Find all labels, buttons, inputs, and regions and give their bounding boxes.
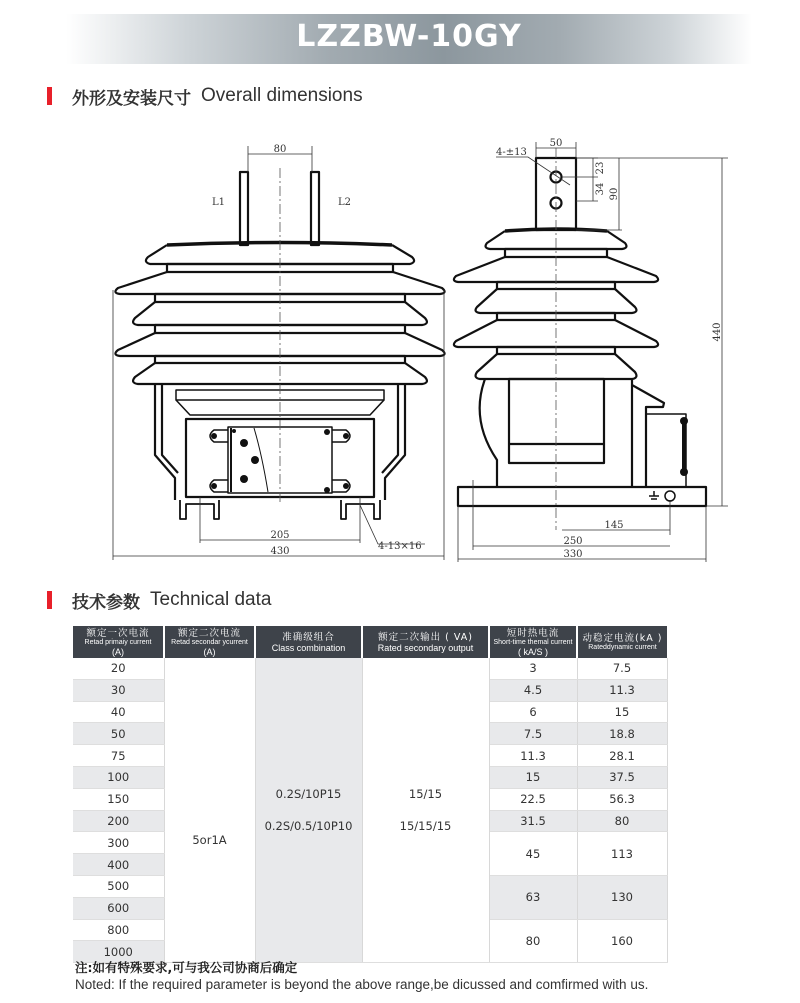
label-l1: L1: [212, 197, 226, 208]
cell-dynamic: 80: [577, 810, 667, 832]
cell-primary: 75: [73, 745, 164, 767]
cell-dynamic: 7.5: [577, 658, 667, 679]
technical-data-table: [73, 626, 668, 963]
header-class-combination: 准确级组合 Class combination: [255, 626, 362, 658]
dim-250: 250: [563, 536, 583, 547]
cell-thermal: 3: [489, 658, 577, 679]
cell-dynamic: 15: [577, 701, 667, 723]
cell-thermal: 63: [489, 875, 577, 919]
cell-dynamic: 28.1: [577, 745, 667, 767]
cell-dynamic: 130: [577, 875, 667, 919]
cell-primary: 200: [73, 810, 164, 832]
cell-dynamic: 11.3: [577, 679, 667, 701]
title-banner: [66, 14, 752, 64]
dim-205: 205: [270, 530, 290, 541]
cell-primary: 50: [73, 723, 164, 745]
cell-primary: 1000: [73, 941, 164, 963]
cell-thermal: 6: [489, 701, 577, 723]
label-l2: L2: [338, 197, 352, 208]
dim-80: 80: [273, 144, 287, 155]
section-heading-technical: [47, 588, 271, 612]
accent-bar: [47, 591, 52, 609]
cell-dynamic: 18.8: [577, 723, 667, 745]
header-dynamic-current: 动稳定电流(kA ) Rateddynamic current: [577, 626, 667, 658]
base-plate: [458, 487, 706, 506]
cell-thermal: 22.5: [489, 788, 577, 810]
dim-holes: 4-±13: [496, 147, 527, 158]
header-primary-current: 额定一次电流 Retad primaiy current (A): [73, 626, 164, 658]
dimension-drawing: [0, 120, 800, 570]
cell-primary: 500: [73, 875, 164, 897]
cell-thermal: 7.5: [489, 723, 577, 745]
header-secondary-current: 额定二次电流 Retad secondar ycurrent (A): [164, 626, 255, 658]
cell-dynamic: 113: [577, 832, 667, 876]
cell-dynamic: 160: [577, 919, 667, 963]
dim-34: 34: [595, 182, 606, 196]
section-heading-dimensions: [47, 84, 363, 108]
section-title-en: Technical data: [150, 589, 272, 610]
footnote-en: Noted: If the required parameter is beyond the above range,be dicussed and comfirmed with us.: [75, 977, 649, 992]
cell-primary: 100: [73, 766, 164, 788]
footnote-cn: 注:如有特殊要求,可与我公司协商后确定: [75, 960, 298, 975]
side-view: [454, 158, 706, 506]
cell-dynamic: 37.5: [577, 766, 667, 788]
cell-primary: 600: [73, 897, 164, 919]
cell-thermal: 11.3: [489, 745, 577, 767]
cell-primary: 30: [73, 679, 164, 701]
cell-secondary-current: 5or1A: [164, 658, 255, 963]
dim-430: 430: [270, 546, 290, 557]
dim-440: 440: [712, 322, 723, 342]
cell-dynamic: 56.3: [577, 788, 667, 810]
cell-thermal: 80: [489, 919, 577, 963]
terminal-l2: [311, 172, 319, 245]
dim-330: 330: [563, 549, 583, 560]
product-title: LZZBW-10GY: [296, 19, 522, 54]
terminal-l1: [240, 172, 248, 245]
cell-thermal: 4.5: [489, 679, 577, 701]
cell-secondary-output: 15/15 15/15/15: [362, 658, 489, 963]
header-thermal-current: 短时热电流 Short-time themal current ( kA/S ): [489, 626, 577, 658]
section-title-cn: 技术参数: [72, 592, 140, 613]
cell-thermal: 31.5: [489, 810, 577, 832]
dim-90: 90: [609, 187, 620, 201]
ground-icon: [649, 491, 675, 501]
cell-primary: 20: [73, 658, 164, 679]
footnote: [75, 958, 648, 992]
table-header-row: [73, 626, 667, 658]
dim-23: 23: [595, 161, 606, 175]
header-secondary-output: 额定二次输出 ( VA) Rated secondary output: [362, 626, 489, 658]
cell-primary: 40: [73, 701, 164, 723]
cell-primary: 800: [73, 919, 164, 941]
cell-primary: 400: [73, 854, 164, 876]
dim-50: 50: [549, 138, 563, 149]
cell-thermal: 15: [489, 766, 577, 788]
section-title-en: Overall dimensions: [201, 85, 363, 106]
accent-bar: [47, 87, 52, 105]
dim-145: 145: [604, 520, 624, 531]
cell-primary: 150: [73, 788, 164, 810]
table-row: [73, 658, 667, 679]
cell-thermal: 45: [489, 832, 577, 876]
dim-mount-hole: 4-13×16: [378, 541, 422, 552]
cell-primary: 300: [73, 832, 164, 854]
section-title-cn: 外形及安装尺寸: [72, 88, 191, 109]
cell-class-combination: 0.2S/10P15 0.2S/0.5/10P10: [255, 658, 362, 963]
